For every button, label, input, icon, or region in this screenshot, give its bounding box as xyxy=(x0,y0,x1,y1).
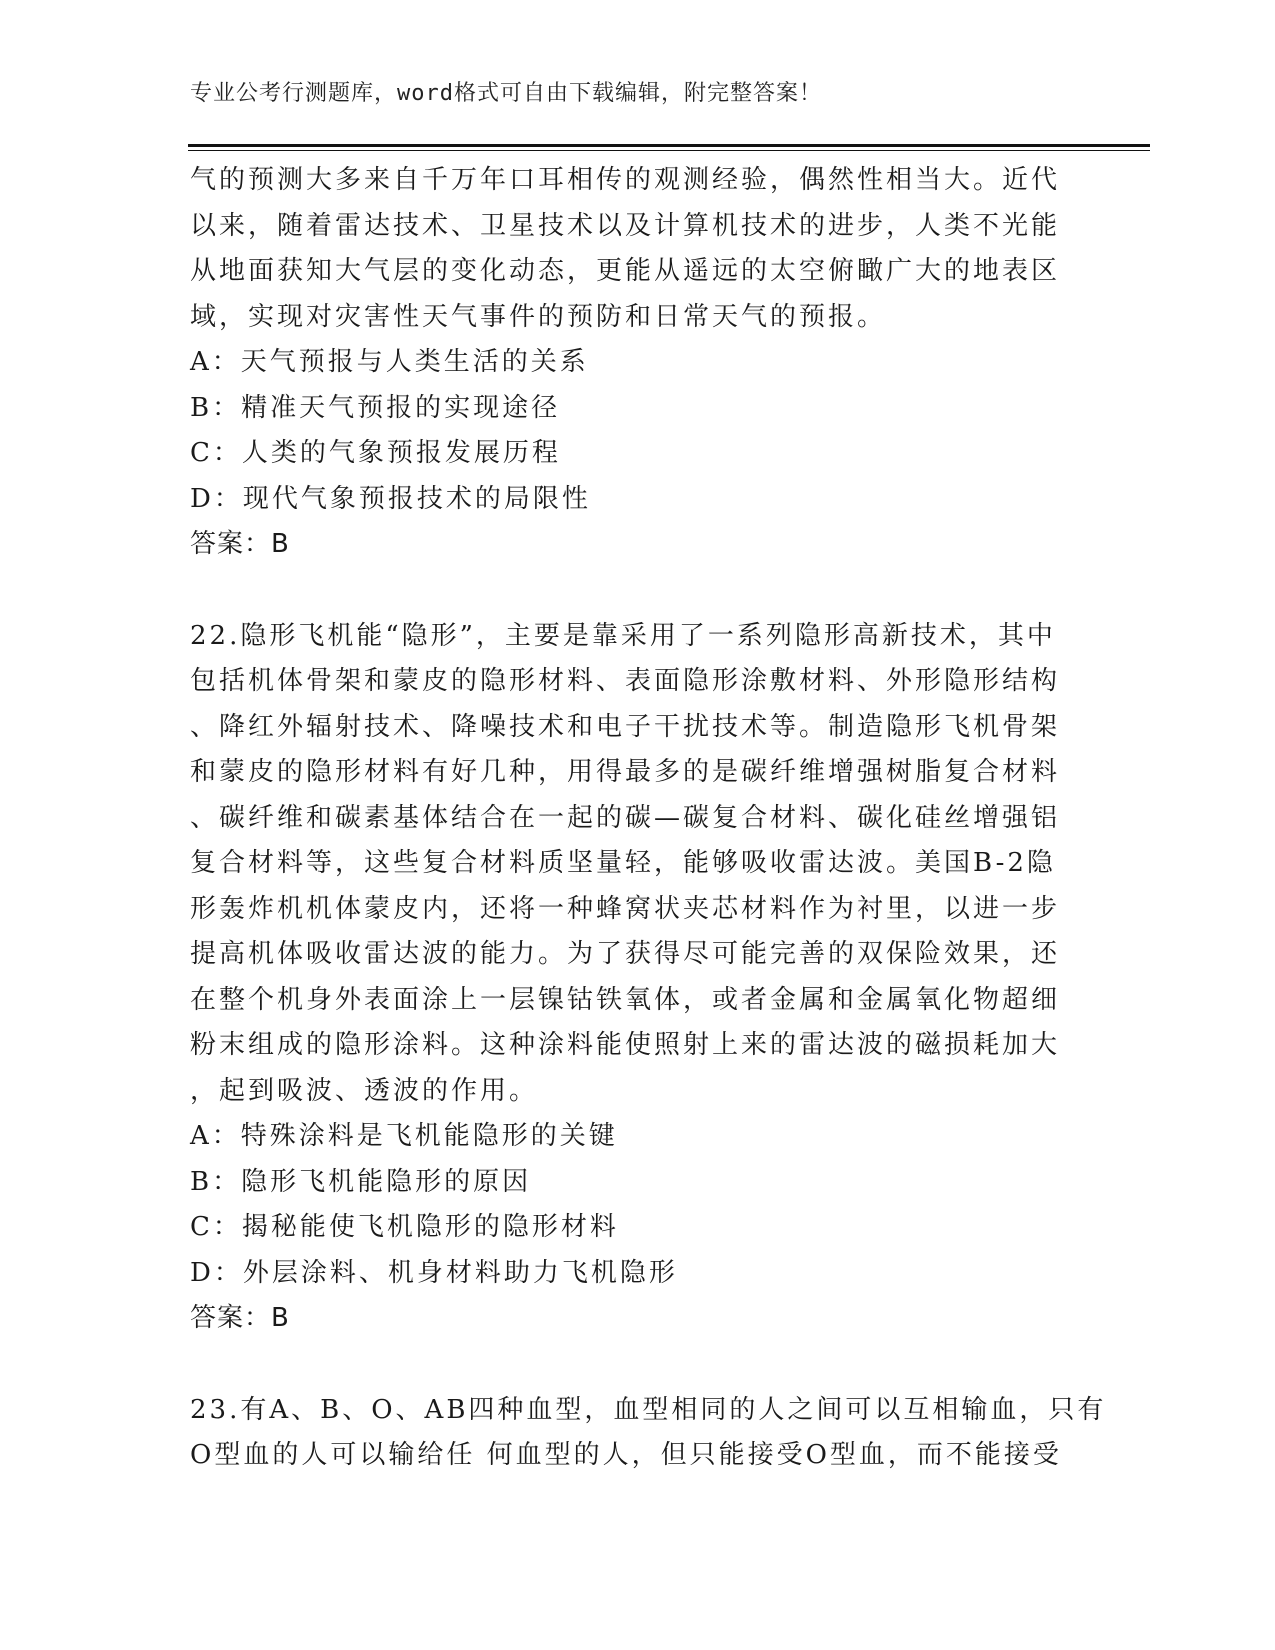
passage-line: 从地面获知大气层的变化动态，更能从遥远的太空俯瞰广大的地表区 xyxy=(190,256,1061,286)
passage-line: 形轰炸机机体蒙皮内，还将一种蜂窝状夹芯材料作为衬里，以进一步 xyxy=(190,893,1061,924)
option-d: D：现代气象预报技术的局限性 xyxy=(190,483,591,514)
passage-line: 以来，随着雷达技术、卫星技术以及计算机技术的进步，人类不光能 xyxy=(190,210,1061,241)
passage-line: 在整个机身外表面涂上一层镍钴铁氧体，或者金属和金属氧化物超细 xyxy=(190,984,1061,1015)
option-c: C：揭秘能使飞机隐形的隐形材料 xyxy=(190,1212,619,1242)
option-a: A：天气预报与人类生活的关系 xyxy=(190,347,589,377)
passage-line: 复合材料等，这些复合材料质坚量轻，能够吸收雷达波。美国B-2隐 xyxy=(190,848,1056,878)
passage-line: 和蒙皮的隐形材料有好几种，用得最多的是碳纤维增强树脂复合材料 xyxy=(190,757,1061,787)
passage-line: 23.有A、B、O、AB四种血型，血型相同的人之间可以互相输血，只有 xyxy=(190,1394,1107,1425)
header-rule-thick xyxy=(188,144,1150,147)
question-22 xyxy=(190,614,1070,1342)
option-b: B：精准天气预报的实现途径 xyxy=(190,392,561,423)
passage-line: O型血的人可以输给任 何血型的人，但只能接受O型血，而不能接受 xyxy=(190,1440,1062,1470)
passage-line: 气的预测大多来自千万年口耳相传的观测经验，偶然性相当大。近代 xyxy=(190,165,1061,195)
passage-line: 包括机体骨架和蒙皮的隐形材料、表面隐形涂敷材料、外形隐形结构 xyxy=(190,666,1061,696)
option-b: B：隐形飞机能隐形的原因 xyxy=(190,1166,532,1197)
document-body xyxy=(190,158,1107,1479)
passage-line: 域，实现对灾害性天气事件的预防和日常天气的预报。 xyxy=(190,301,887,332)
header-rule-thin xyxy=(188,150,1150,151)
option-c: C：人类的气象预报发展历程 xyxy=(190,438,561,468)
answer-line: 答案：B xyxy=(190,529,290,559)
passage-line: 粉末组成的隐形涂料。这种涂料能使照射上来的雷达波的磁损耗加大 xyxy=(190,1030,1061,1060)
passage-line: 、降红外辐射技术、降噪技术和电子干扰技术等。制造隐形飞机骨架 xyxy=(190,711,1061,742)
passage-line: 22.隐形飞机能“隐形”，主要是靠采用了一系列隐形高新技术，其中 xyxy=(190,620,1056,651)
option-a: A：特殊涂料是飞机能隐形的关键 xyxy=(190,1121,618,1151)
question-23 xyxy=(190,1388,1107,1479)
question-gap xyxy=(190,568,1070,614)
option-d: D：外层涂料、机身材料助力飞机隐形 xyxy=(190,1257,678,1288)
passage-line: 、碳纤维和碳素基体结合在一起的碳—碳复合材料、碳化硅丝增强铝 xyxy=(190,802,1061,833)
answer-line: 答案：B xyxy=(190,1303,290,1333)
question-21 xyxy=(190,158,1070,568)
page-header: 专业公考行测题库，word格式可自由下载编辑，附完整答案！ xyxy=(190,81,822,106)
passage-line: ，起到吸波、透波的作用。 xyxy=(190,1075,539,1106)
passage-line: 提高机体吸收雷达波的能力。为了获得尽可能完善的双保险效果，还 xyxy=(190,939,1061,969)
question-gap xyxy=(190,1342,1070,1388)
